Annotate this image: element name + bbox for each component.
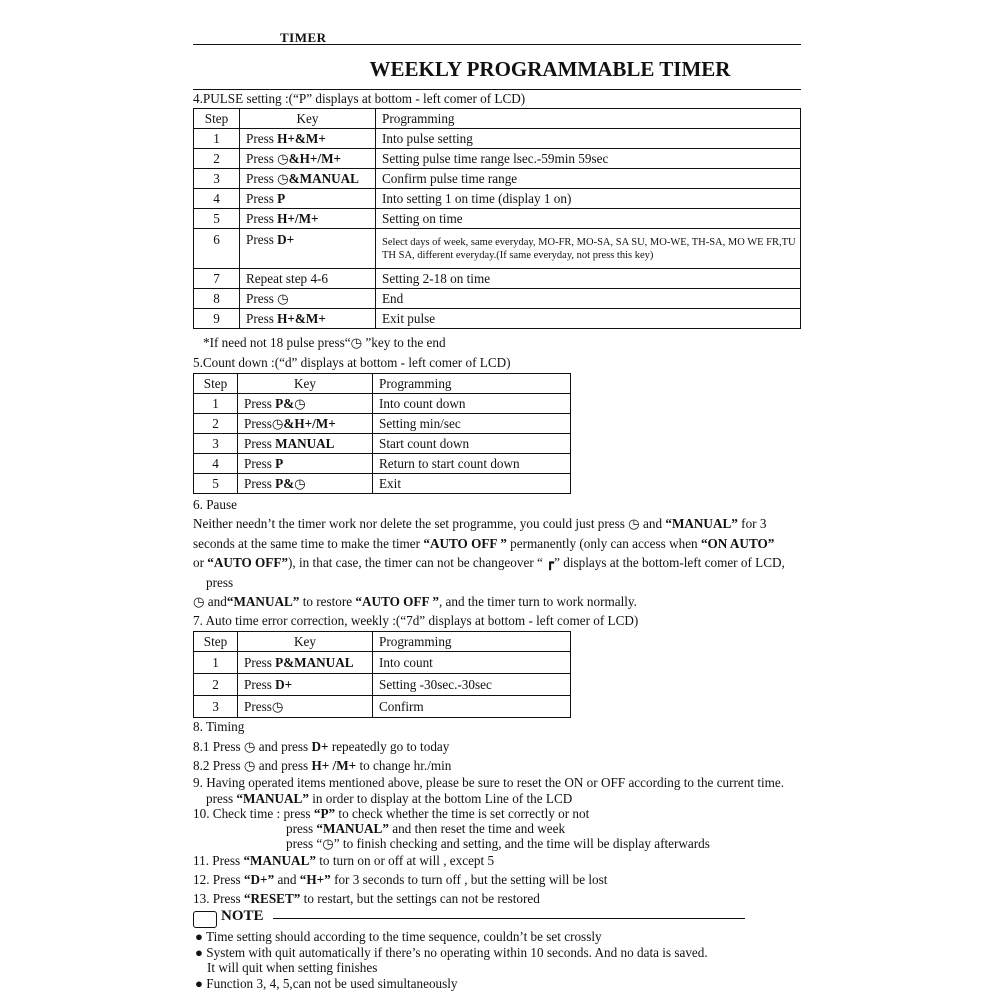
table-row: [194, 434, 571, 454]
programming-cell: Confirm pulse time range: [376, 169, 801, 189]
key-cell: Press H+/M+: [240, 209, 376, 229]
pause-line-3: or “AUTO OFF”), in that case, the timer can not be changeover “ ┏” displays at the bottom-left comer of LCD,: [193, 555, 785, 570]
table-row: [194, 169, 801, 189]
key-cell: Press MANUAL: [238, 434, 373, 454]
header-cell-key: Key: [240, 109, 376, 129]
note-label: NOTE: [221, 908, 264, 924]
table-row: [194, 149, 801, 169]
pulse-heading: 4.PULSE setting :(“P” displays at bottom - left comer of LCD): [193, 91, 526, 106]
note-bullet-2-cont: It will quit when setting finishes: [207, 960, 378, 975]
programming-cell: Setting -30sec.-30sec: [373, 674, 571, 696]
table-header-row: [194, 109, 801, 129]
table-row: [194, 129, 801, 149]
step-cell: 7: [194, 269, 240, 289]
table-row: [194, 414, 571, 434]
note-box-icon: [193, 911, 217, 928]
table-row: [194, 269, 801, 289]
key-cell: Press D+: [240, 229, 376, 269]
key-cell: Press P&MANUAL: [238, 652, 373, 674]
step-cell: 1: [194, 652, 238, 674]
step-cell: 1: [194, 394, 238, 414]
item-10-line-1: 10. Check time : press “P” to check whether the time is set correctly or not: [193, 806, 590, 821]
programming-cell: Setting 2-18 on time: [376, 269, 801, 289]
step-cell: 2: [194, 414, 238, 434]
programming-cell: Into count: [373, 652, 571, 674]
programming-cell: Into count down: [373, 394, 571, 414]
step-cell: 3: [194, 169, 240, 189]
step-cell: 9: [194, 309, 240, 329]
note-bullet-2: ● System with quit automatically if there’s no operating within 10 seconds. And no data is saved.: [195, 945, 708, 960]
table-row: [194, 289, 801, 309]
pause-line-2: seconds at the same time to make the timer “AUTO OFF ” permanently (only can access when “ON AUTO”: [193, 536, 775, 551]
programming-cell: Exit: [373, 474, 571, 494]
pause-line-4: press: [206, 575, 234, 590]
item-9-line-1: 9. Having operated items mentioned above, please be sure to reset the ON or OFF according to the current time.: [193, 775, 785, 790]
programming-cell: Into pulse setting: [376, 129, 801, 149]
step-cell: 2: [194, 149, 240, 169]
autotime-table: [193, 631, 571, 718]
item-10-line-3: press “◷” to finish checking and setting, and the time will be display afterwards: [286, 836, 710, 851]
key-cell: Press H+&M+: [240, 129, 376, 149]
header-cell-programming: Programming: [373, 632, 571, 652]
key-cell: Press ◷&H+/M+: [240, 149, 376, 169]
pulse-footnote: *If need not 18 pulse press“◷ ”key to the end: [203, 335, 446, 350]
note-bullet-3: ● Function 3, 4, 5,can not be used simultaneously: [195, 976, 458, 991]
step-cell: 5: [194, 474, 238, 494]
key-cell: Press ◷&MANUAL: [240, 169, 376, 189]
header-cell-step: Step: [194, 109, 240, 129]
pulse-table: [193, 108, 801, 329]
step-cell: 4: [194, 189, 240, 209]
header-cell-programming: Programming: [373, 374, 571, 394]
programming-cell: Return to start count down: [373, 454, 571, 474]
table-row: [194, 696, 571, 718]
key-cell: Repeat step 4-6: [240, 269, 376, 289]
table-row: [194, 189, 801, 209]
header-cell-step: Step: [194, 374, 238, 394]
countdown-heading: 5.Count down :(“d” displays at bottom - left comer of LCD): [193, 355, 511, 370]
step-cell: 3: [194, 696, 238, 718]
key-cell: Press D+: [238, 674, 373, 696]
key-cell: Press P: [238, 454, 373, 474]
key-cell: Press◷: [238, 696, 373, 718]
programming-cell: Start count down: [373, 434, 571, 454]
item-9-line-2: press “MANUAL” in order to display at the bottom Line of the LCD: [206, 791, 573, 806]
header-cell-key: Key: [238, 374, 373, 394]
table-header-row: [194, 632, 571, 652]
table-row: [194, 674, 571, 696]
header-cell-programming: Programming: [376, 109, 801, 129]
programming-cell: Select days of week, same everyday, MO-FR, MO-SA, SA SU, MO-WE, TH-SA, MO WE FR,TU TH SA, different everyday.(If same everyday, not press this key): [376, 229, 801, 269]
programming-cell: Into setting 1 on time (display 1 on): [376, 189, 801, 209]
page-title: WEEKLY PROGRAMMABLE TIMER: [369, 57, 731, 81]
programming-cell: Setting on time: [376, 209, 801, 229]
programming-cell: Setting min/sec: [373, 414, 571, 434]
item-10-line-2: press “MANUAL” and then reset the time and week: [286, 821, 566, 836]
timing-8-2: 8.2 Press ◷ and press H+ /M+ to change hr./min: [193, 758, 452, 773]
note-bullet-1: ● Time setting should according to the time sequence, couldn’t be set crossly: [195, 929, 602, 944]
header-cell-step: Step: [194, 632, 238, 652]
step-cell: 1: [194, 129, 240, 149]
table-row: [194, 474, 571, 494]
step-cell: 3: [194, 434, 238, 454]
step-cell: 8: [194, 289, 240, 309]
key-cell: Press H+&M+: [240, 309, 376, 329]
table-row: [194, 454, 571, 474]
programming-cell: Setting pulse time range lsec.-59min 59sec: [376, 149, 801, 169]
autotime-heading: 7. Auto time error correction, weekly :(“7d” displays at bottom - left comer of LCD): [193, 613, 639, 628]
table-row: [194, 229, 801, 269]
table-row: [194, 209, 801, 229]
header-label: TIMER: [280, 30, 327, 45]
note-rule: [273, 918, 745, 919]
pause-heading: 6. Pause: [193, 497, 237, 512]
step-cell: 2: [194, 674, 238, 696]
table-header-row: [194, 374, 571, 394]
key-cell: Press P&◷: [238, 474, 373, 494]
item-13: 13. Press “RESET” to restart, but the settings can not be restored: [193, 891, 540, 906]
item-12: 12. Press “D+” and “H+” for 3 seconds to turn off , but the setting will be lost: [193, 872, 608, 887]
timing-8-1: 8.1 Press ◷ and press D+ repeatedly go to today: [193, 739, 450, 754]
item-11: 11. Press “MANUAL” to turn on or off at will , except 5: [193, 853, 495, 868]
header-rule: [193, 44, 801, 45]
header-cell-key: Key: [238, 632, 373, 652]
countdown-table: [193, 373, 571, 494]
timing-heading: 8. Timing: [193, 719, 245, 734]
key-cell: Press P: [240, 189, 376, 209]
table-row: [194, 394, 571, 414]
table-row: [194, 309, 801, 329]
key-cell: Press P&◷: [238, 394, 373, 414]
pause-line-5: ◷ and“MANUAL” to restore “AUTO OFF ”, and the timer turn to work normally.: [193, 594, 637, 609]
step-cell: 4: [194, 454, 238, 474]
key-cell: Press ◷: [240, 289, 376, 309]
table-row: [194, 652, 571, 674]
programming-cell: Exit pulse: [376, 309, 801, 329]
pause-line-1: Neither needn’t the timer work nor delete the set programme, you could just press ◷ and “MANUAL” for 3: [193, 516, 767, 531]
step-cell: 5: [194, 209, 240, 229]
programming-cell: End: [376, 289, 801, 309]
step-cell: 6: [194, 229, 240, 269]
programming-cell: Confirm: [373, 696, 571, 718]
key-cell: Press◷&H+/M+: [238, 414, 373, 434]
